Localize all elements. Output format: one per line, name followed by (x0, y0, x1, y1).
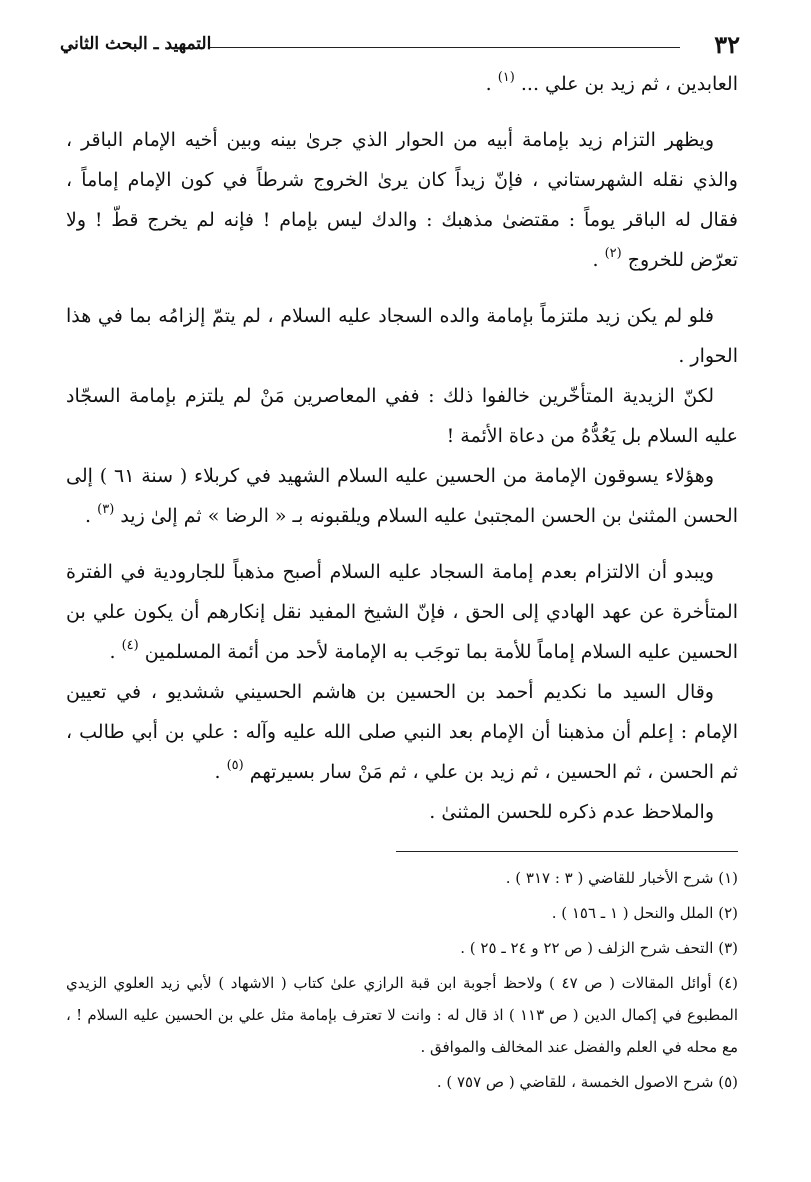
paragraph-5 (66, 456, 738, 536)
paragraph-3 (66, 296, 738, 376)
footnote-2: (٢) الملل والنحل ( ١ ـ ١٥٦ ) . (551, 904, 738, 922)
paragraph-text: والملاحظ عدم ذكره للحسن المثنىٰ . (429, 801, 714, 823)
paragraph-6 (66, 552, 738, 672)
footnote-3: (٣) التحف شرح الزلف ( ص ٢٢ و ٢٤ ـ ٢٥ ) . (460, 939, 738, 957)
page-header (60, 30, 740, 60)
paragraph-text: فلو لم يكن زيد ملتزماً بإمامة والده السجاد عليه السلام ، لم يتمّ إلزامُه بما في هذا الحوار . (66, 305, 738, 367)
paragraph-tail: . (485, 73, 498, 95)
footnote-ref-2[interactable]: (٢) (604, 246, 622, 261)
paragraph-tail: . (592, 249, 605, 271)
footnote-ref-5[interactable]: (٥) (226, 758, 244, 773)
paragraph-text: لكنّ الزيدية المتأخّرين خالفوا ذلك : ففي المعاصرين مَنْ لم يلتزم بإمامة السجّاد عليه السلام بل يَعُدُّهُ من دعاة الأئمة ! (66, 385, 738, 447)
paragraph-tail: . (109, 641, 122, 663)
paragraph-8 (66, 792, 738, 832)
footnote-ref-4[interactable]: (٤) (121, 638, 139, 653)
paragraph-text: العابدين ، ثم زيد بن علي ... (520, 73, 738, 95)
footnote-4: (٤) أوائل المقالات ( ص ٤٧ ) ولاحظ أجوبة ابن قبة الرازي علىٰ كتاب ( الاشهاد ) لأبي زيد العلوي الزيدي المطبوع في إكمال الدين ( ص ١١٣ ) اذ قال له : وانت لا تعترف بإمامة مثل علي بن الحسين عليه السلام ! ، مع محله في العلم والفضل عند المخالف والموافق . (66, 974, 738, 1056)
footnotes (66, 862, 738, 1101)
paragraph-1 (66, 64, 738, 104)
header-rule (210, 47, 680, 48)
paragraph-tail: . (214, 761, 227, 783)
footnote-ref-3[interactable]: (٣) (97, 502, 115, 517)
paragraph-text: ويظهر التزام زيد بإمامة أبيه من الحوار الذي جرىٰ بينه وبين أخيه الإمام الباقر ، والذي نقله الشهرستاني ، فإنّ زيداً كان يرىٰ الخروج شرطاً في كون الإمام إماماً ، فقال له الباقر يوماً : مقتضىٰ مذهبك : والدك ليس بإمام ! فإنه لم يخرج قطّ ! ولا تعرّض للخروج (66, 129, 738, 271)
footnote-1: (١) شرح الأخبار للقاضي ( ٣ : ٣١٧ ) . (505, 869, 738, 887)
paragraph-7 (66, 672, 738, 792)
footnote-separator (396, 851, 738, 852)
footnote-ref-1[interactable]: (١) (497, 70, 515, 85)
paragraph-text: وهؤلاء يسوقون الإمامة من الحسين عليه السلام الشهيد في كربلاء ( سنة ٦١ ) إلى الحسن المثنىٰ بن الحسن المجتبىٰ عليه السلام ويلقبونه بـ « الرضا » ثم إلىٰ زيد (66, 465, 738, 527)
running-title: التمهيد ـ البحث الثاني (60, 34, 212, 54)
paragraph-2 (66, 120, 738, 280)
footnote-5: (٥) شرح الاصول الخمسة ، للقاضي ( ص ٧٥٧ ) . (436, 1073, 738, 1091)
paragraph-text: ويبدو أن الالتزام بعدم إمامة السجاد عليه السلام أصبح مذهباً للجارودية في الفترة المتأخرة عن عهد الهادي إلى الحق ، فإنّ الشيخ المفيد نقل إنكارهم أن يكون علي بن الحسين عليه السلام إماماً للأمة بما توجَب به الإمامة لأحد من أئمة المسلمين (66, 561, 738, 663)
paragraph-text: وقال السيد ما نكديم أحمد بن الحسين بن هاشم الحسيني ششديو ، في تعيين الإمام : إعلم أن مذهبنا أن الإمام بعد النبي صلى الله عليه وآله : علي بن أبي طالب ، ثم الحسن ، ثم الحسين ، ثم زيد بن علي ، ثم مَنْ سار بسيرتهم (66, 681, 738, 783)
page-number: ٣٢ (714, 30, 740, 59)
paragraph-tail: . (85, 505, 98, 527)
body-text (66, 64, 738, 848)
paragraph-4 (66, 376, 738, 456)
